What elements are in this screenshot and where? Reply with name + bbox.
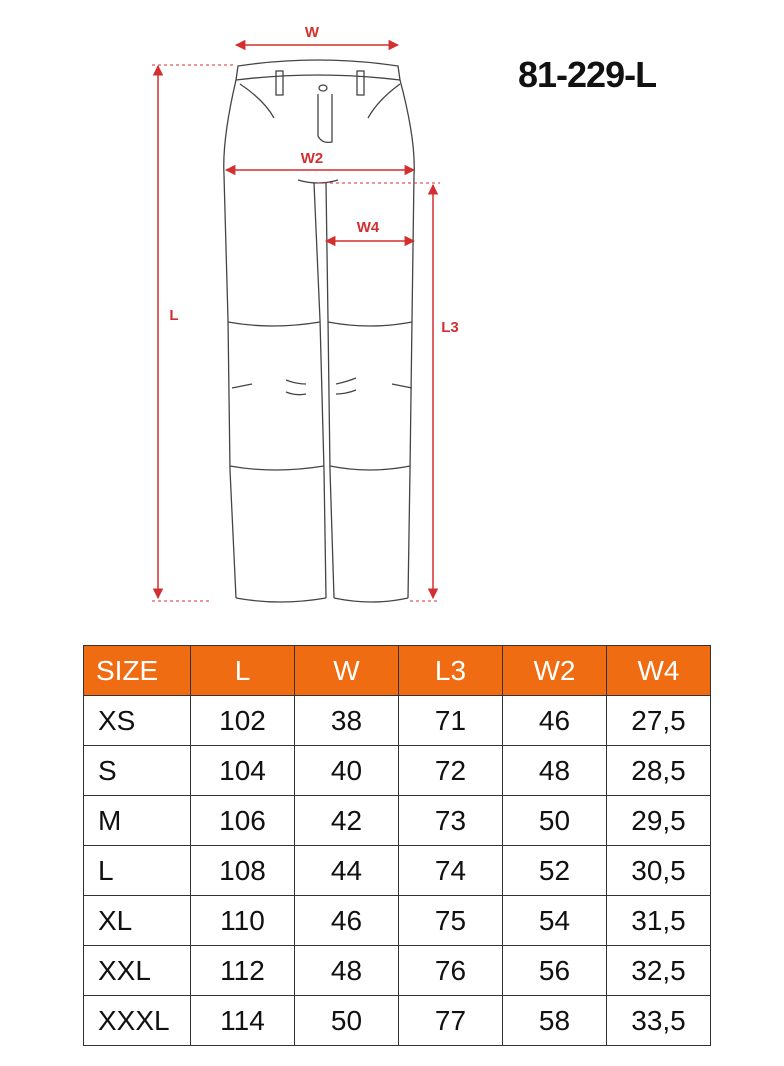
- size-cell: M: [84, 796, 191, 846]
- measurement-cell: 54: [503, 896, 607, 946]
- column-header-size: SIZE: [84, 646, 191, 696]
- measurement-cell: 46: [295, 896, 399, 946]
- dimension-w2: [226, 150, 414, 170]
- measurement-cell: 76: [399, 946, 503, 996]
- column-header-l: L: [191, 646, 295, 696]
- measurement-cell: 58: [503, 996, 607, 1046]
- size-cell: XXXL: [84, 996, 191, 1046]
- table-row: [84, 996, 711, 1046]
- measurement-cell: 32,5: [607, 946, 711, 996]
- measurement-cell: 56: [503, 946, 607, 996]
- label-w: W: [304, 24, 320, 41]
- measurement-cell: 71: [399, 696, 503, 746]
- label-l: L: [169, 307, 179, 324]
- size-cell: XXL: [84, 946, 191, 996]
- dimension-w4: [326, 219, 414, 241]
- measurement-cell: 48: [295, 946, 399, 996]
- measurement-cell: 50: [295, 996, 399, 1046]
- measurement-cell: 31,5: [607, 896, 711, 946]
- table-row: [84, 696, 711, 746]
- table-row: [84, 896, 711, 946]
- measurement-cell: 73: [399, 796, 503, 846]
- measurement-cell: 40: [295, 746, 399, 796]
- trousers-outline: [224, 60, 414, 602]
- measurement-cell: 48: [503, 746, 607, 796]
- size-cell: L: [84, 846, 191, 896]
- label-w4: W4: [356, 219, 380, 236]
- column-header-w2: W2: [503, 646, 607, 696]
- measurement-cell: 74: [399, 846, 503, 896]
- column-header-l3: L3: [399, 646, 503, 696]
- measurement-cell: 38: [295, 696, 399, 746]
- measurement-cell: 106: [191, 796, 295, 846]
- label-w2: W2: [300, 150, 324, 167]
- table-row: [84, 746, 711, 796]
- measurement-cell: 27,5: [607, 696, 711, 746]
- measurement-cell: 33,5: [607, 996, 711, 1046]
- dimension-w: [236, 24, 398, 45]
- measurement-cell: 44: [295, 846, 399, 896]
- measurement-cell: 110: [191, 896, 295, 946]
- size-cell: XS: [84, 696, 191, 746]
- measurement-cell: 114: [191, 996, 295, 1046]
- measurement-cell: 108: [191, 846, 295, 896]
- measurement-cell: 50: [503, 796, 607, 846]
- label-l3: L3: [441, 319, 459, 336]
- column-header-w: W: [295, 646, 399, 696]
- measurement-cell: 112: [191, 946, 295, 996]
- column-header-w4: W4: [607, 646, 711, 696]
- measurement-cell: 104: [191, 746, 295, 796]
- table-row: [84, 846, 711, 896]
- table-row: [84, 946, 711, 996]
- measurement-cell: 52: [503, 846, 607, 896]
- measurement-cell: 29,5: [607, 796, 711, 846]
- dimension-l3: [318, 183, 459, 601]
- measurement-cell: 28,5: [607, 746, 711, 796]
- dimension-l: [152, 65, 236, 601]
- measurement-cell: 75: [399, 896, 503, 946]
- table-header-row: [84, 646, 711, 696]
- size-table: [83, 645, 711, 1046]
- measurement-cell: 102: [191, 696, 295, 746]
- size-cell: S: [84, 746, 191, 796]
- size-cell: XL: [84, 896, 191, 946]
- measurement-cell: 30,5: [607, 846, 711, 896]
- table-row: [84, 796, 711, 846]
- measurement-cell: 72: [399, 746, 503, 796]
- product-code: 81-229-L: [518, 54, 657, 95]
- measurement-cell: 42: [295, 796, 399, 846]
- measurement-cell: 77: [399, 996, 503, 1046]
- measurement-cell: 46: [503, 696, 607, 746]
